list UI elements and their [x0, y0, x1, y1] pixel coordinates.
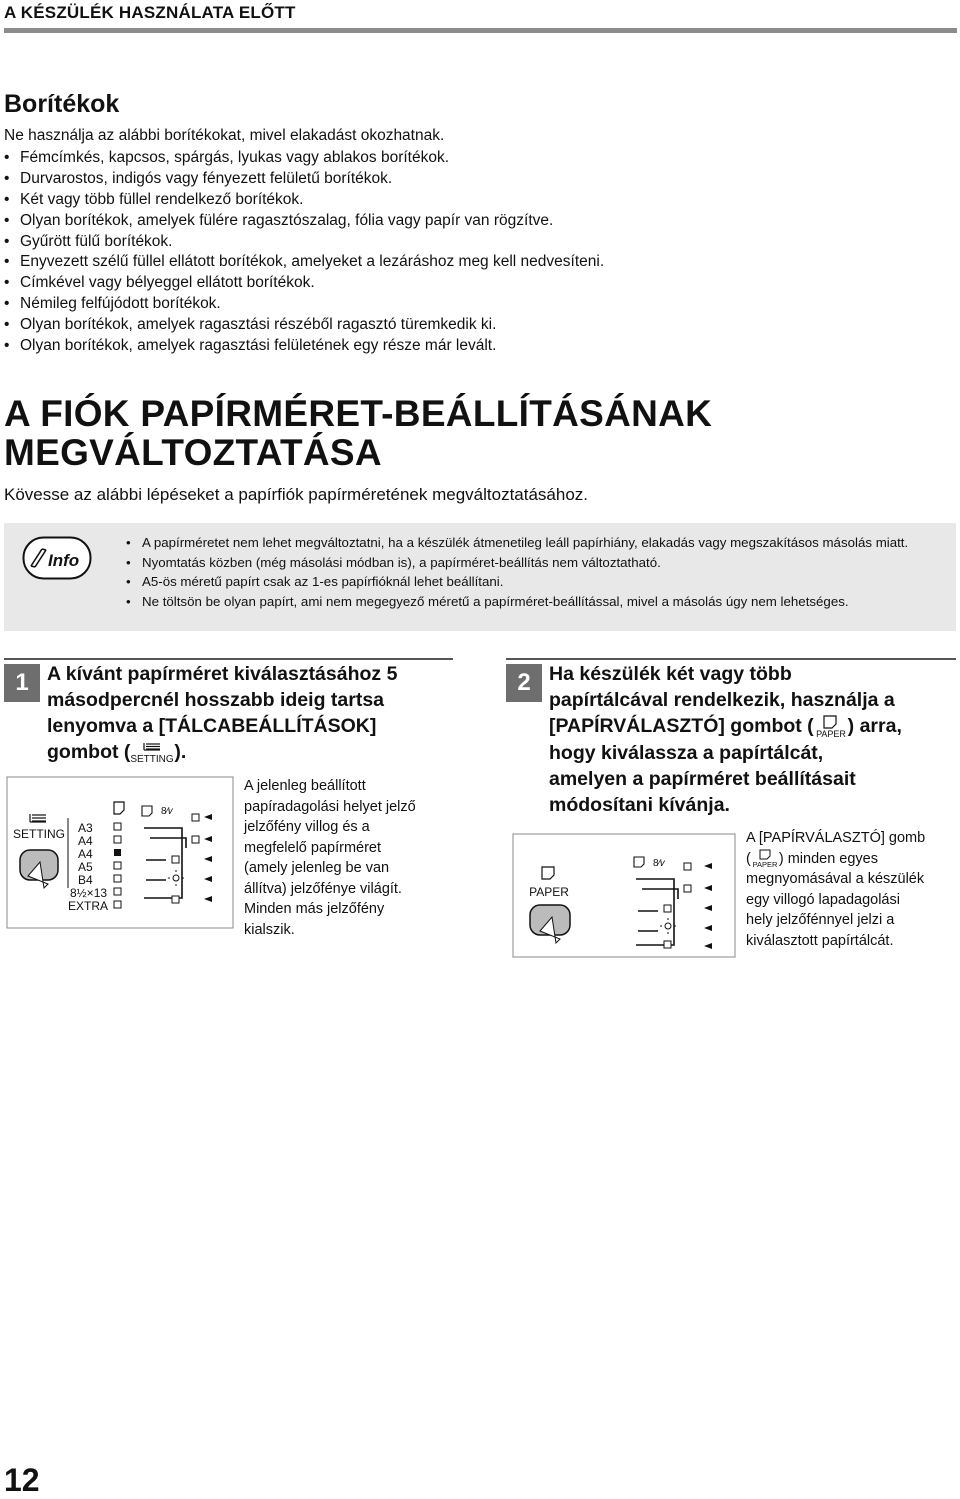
- list-item: • A papírméretet nem lehet megváltoztatni, ha a készülék átmenetileg leáll papírhiány, elakadás vagy megszakításos másolás miatt.: [126, 533, 946, 553]
- page-number: 12: [4, 1462, 40, 1498]
- step-1-rule: [4, 658, 453, 660]
- step-1-instruction: A kívánt papírméret kiválasztásához 5 másodpercnél hosszabb ideig tartsa lenyomva a [TÁLCABEÁLLÍTÁSOK] gombot ( SETTING ).: [47, 663, 398, 765]
- list-item: • Fémcímkés, kapcsos, spárgás, lyukas vagy ablakos borítékok.: [4, 149, 450, 166]
- size-label: A4: [78, 847, 93, 861]
- section-subtitle: Kövesse az alábbi lépéseket a papírfiók papírméretének megváltoztatásához.: [4, 485, 589, 504]
- list-item: • Némileg felfújódott borítékok.: [4, 295, 221, 313]
- setting-label: SETTING: [12, 827, 66, 841]
- size-label: A4: [78, 834, 93, 848]
- header-rule: [4, 28, 957, 33]
- paper-select-panel-illustration: [512, 833, 736, 958]
- list-item: • Gyűrött fülű borítékok.: [4, 232, 173, 250]
- svg-text:SETTING: SETTING: [130, 753, 175, 765]
- svg-text:8⁄𝑣: 8⁄𝑣: [653, 858, 665, 869]
- size-label: A5: [78, 860, 93, 874]
- size-label: 8½×13: [70, 886, 108, 900]
- paper-icon: [751, 849, 779, 869]
- paper-icon: [814, 714, 848, 740]
- tray-setting-panel-illustration: [6, 776, 234, 929]
- paper-button-icon: [542, 867, 554, 879]
- setting-button-icon: [30, 814, 46, 822]
- list-item: • Olyan borítékok, amelyek ragasztási felületének egy része már levált.: [4, 337, 497, 355]
- list-item: • Két vagy több füllel rendelkező borítékok.: [4, 190, 304, 208]
- envelopes-intro: Ne használja az alábbi borítékokat, mivel elakadást okozhatnak.: [4, 127, 445, 144]
- size-label: B4: [78, 873, 93, 887]
- list-item: • Ne töltsön be olyan papírt, ami nem megegyező méretű a papírméret-beállítással, mivel a másolás úgy nem lehetséges.: [126, 592, 946, 612]
- svg-text:8⁄𝑣: 8⁄𝑣: [161, 806, 173, 817]
- list-item: • Címkével vagy bélyeggel ellátott borítékok.: [4, 274, 315, 292]
- list-item: • Durvarostos, indigós vagy fényezett felületű borítékok.: [4, 169, 393, 187]
- list-item: • Olyan borítékok, amelyek fülére ragasztószalag, fólia vagy papír van rögzítve.: [4, 211, 554, 229]
- step-2-number: 2: [506, 664, 542, 702]
- list-item: • Nyomtatás közben (még másolási módban is), a papírméret-beállítás nem változtatható.: [126, 553, 946, 573]
- envelopes-heading: Borítékok: [4, 90, 120, 118]
- svg-text:PAPER: PAPER: [815, 728, 846, 739]
- step-2-instruction: Ha készülék két vagy több papírtálcával rendelkezik, használja a [PAPÍRVÁLASZTÓ] gombot ( PAPER ) arra, hogy kiválassza a papírtálcát, amelyen a papírméret beállításait módosítani kívánja.: [549, 663, 902, 816]
- size-label: EXTRA: [68, 899, 109, 913]
- info-icon: [22, 536, 92, 580]
- step-1-number: 1: [4, 664, 40, 702]
- svg-text:Info: Info: [48, 551, 80, 570]
- step-2-rule: [506, 658, 956, 660]
- list-item: • Enyvezett szélű füllel ellátott borítékok, amelyeket a lezáráshoz meg kell nedvesíteni.: [4, 253, 605, 271]
- running-header: A KÉSZÜLÉK HASZNÁLATA ELŐTT: [4, 3, 296, 22]
- setting-icon: [130, 740, 174, 766]
- step-1-description: A jelenleg beállított papíradagolási helyet jelző jelzőfény villog és a megfelelő papírméret (amely jelenleg be van állítva) jelzőfénye világít. Minden más jelzőfény kialszik.: [244, 778, 416, 938]
- step-2-description: A [PAPÍRVÁLASZTÓ] gomb ( PAPER ) minden egyes megnyomásával a készülék egy villogó lapadagolási hely jelzőfénnyel jelzi a kiválasztott papírtálcát.: [746, 830, 926, 949]
- envelopes-list: [4, 148, 604, 357]
- info-list: [126, 533, 946, 611]
- list-item: • Olyan borítékok, amelyek ragasztási részéből ragasztó türemkedik ki.: [4, 316, 497, 334]
- paper-label: PAPER: [529, 885, 569, 899]
- section-title: A FIÓK PAPÍRMÉRET-BEÁLLÍTÁSÁNAK MEGVÁLTOZTATÁSA: [4, 393, 713, 473]
- list-item: • A5-ös méretű papírt csak az 1-es papírfióknál lehet beállítani.: [126, 572, 946, 592]
- size-label: A3: [78, 821, 93, 835]
- svg-text:PAPER: PAPER: [752, 859, 778, 869]
